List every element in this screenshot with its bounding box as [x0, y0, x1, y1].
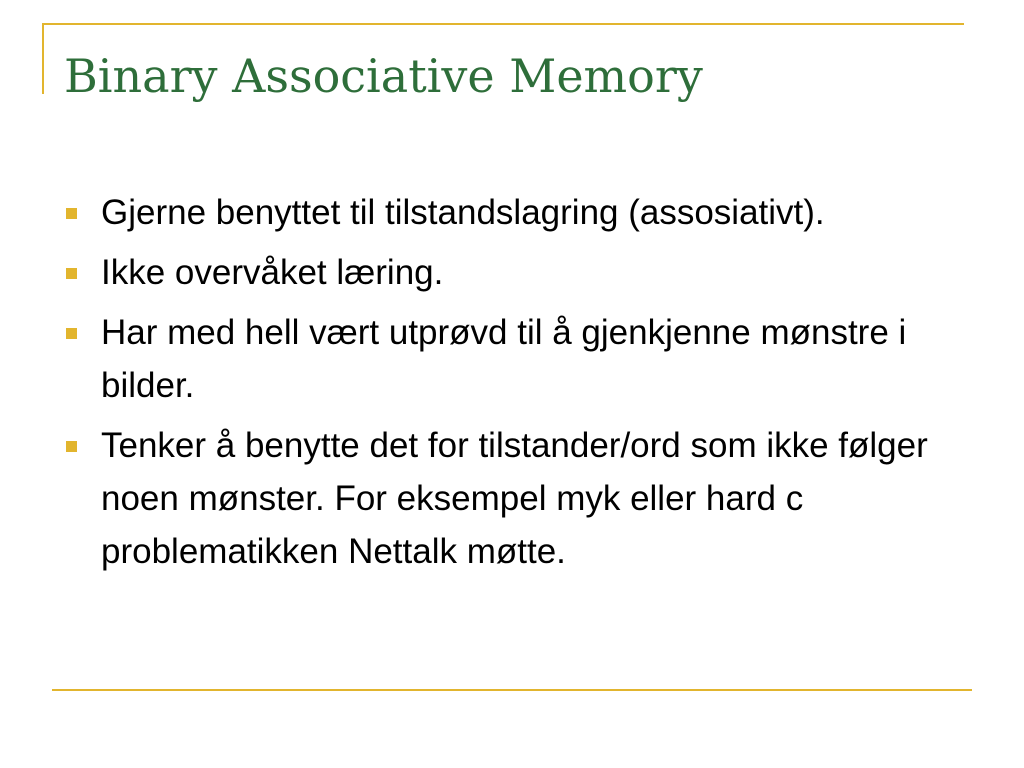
bullet-item	[66, 186, 966, 239]
slide-title: Binary Associative Memory	[64, 49, 703, 103]
bottom-accent-line	[52, 689, 972, 691]
bullet-item	[66, 419, 966, 578]
square-bullet-icon	[66, 208, 77, 219]
bullet-text: Ikke overvåket læring.	[101, 253, 444, 292]
bullet-text: Gjerne benyttet til tilstandslagring (assosiativt).	[101, 193, 825, 232]
bullet-item	[66, 246, 966, 299]
square-bullet-icon	[66, 328, 77, 339]
square-bullet-icon	[66, 268, 77, 279]
square-bullet-icon	[66, 441, 77, 452]
bullet-text: Tenker å benytte det for tilstander/ord som ikke følger noen mønster. For eksempel myk eller hard c problematikken Nettalk møtte.	[101, 426, 928, 571]
bullet-text: Har med hell vært utprøvd til å gjenkjenne mønstre i bilder.	[101, 313, 907, 405]
bullet-item	[66, 306, 966, 412]
top-accent-line	[42, 23, 964, 25]
bullet-list	[66, 186, 966, 585]
left-accent-line	[42, 23, 44, 94]
